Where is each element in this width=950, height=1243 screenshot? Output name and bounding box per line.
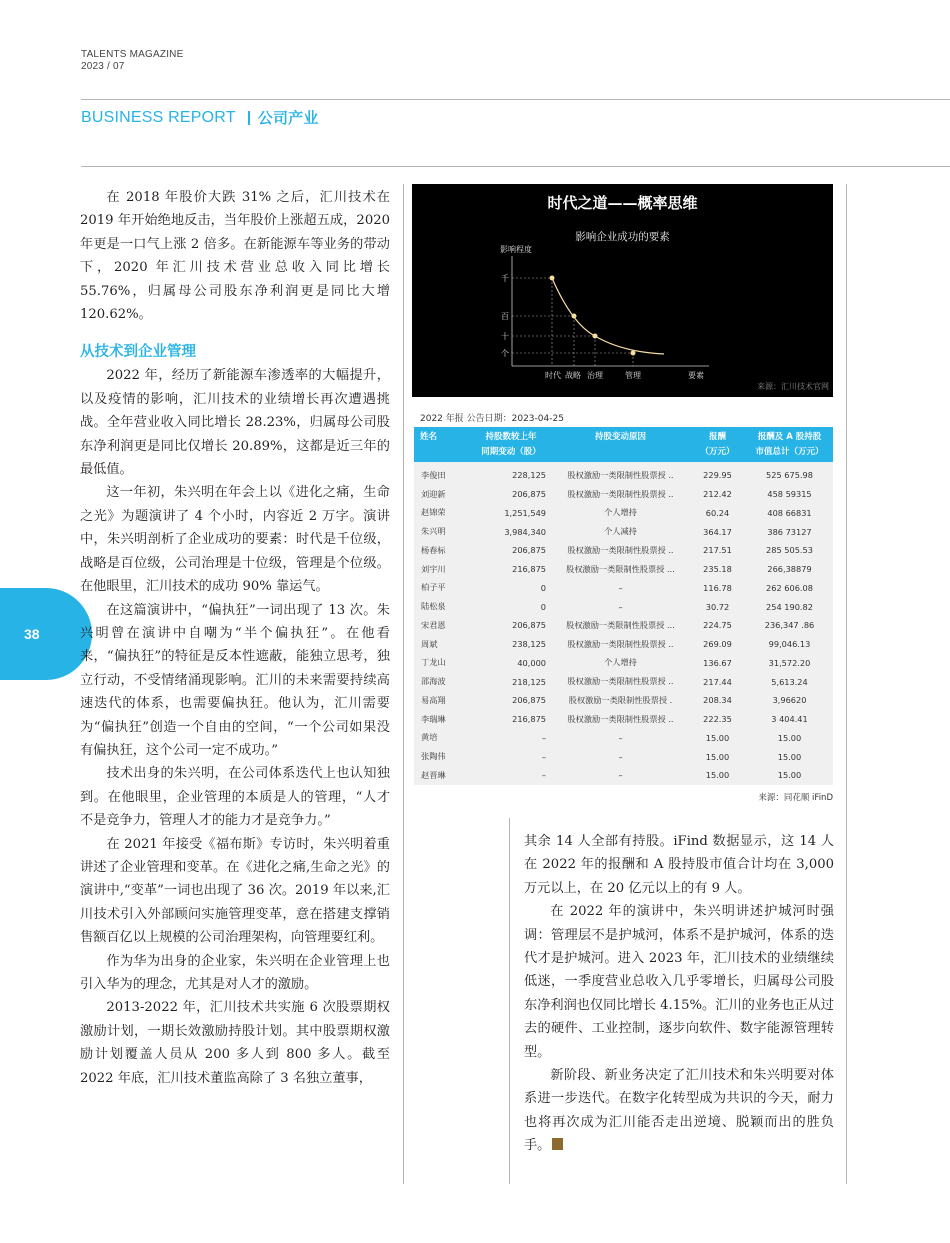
cell-reason: 个人减持: [604, 526, 637, 537]
paragraph: 在这篇演讲中，“偏执狂”一词出现了 13 次。朱兴明曾在演讲中自嘲为“半个偏执狂”。在他看来，“偏执狂”的特征是反本性遮蔽，能独立思考，独立行动，不受情绪涌现影响。汇川的未来需要持续高速迭代的体系，也需要偏执狂。他认为，汇川需要为“偏执狂”创造一个自由的空间，“一个公司如果没有偏执狂，这个公司一定不成功。”: [80, 602, 390, 758]
section-rule: [81, 166, 950, 167]
cell-change: 206,875: [512, 620, 546, 631]
cell-name: 邵海波: [421, 676, 446, 687]
cell-reason: 股权激励一类限制性股票授 ..: [567, 544, 674, 555]
cell-reason: 股权激励一类限制性股票授 ..: [567, 488, 674, 499]
cell-total: 3 404.41: [771, 714, 808, 725]
table-row: [414, 597, 833, 616]
cell-name: 丁龙山: [421, 657, 446, 668]
table-row: [414, 729, 833, 748]
x-tick: 时代: [545, 371, 561, 380]
cell-name: 刘宇川: [421, 563, 446, 574]
table-row: [414, 672, 833, 691]
cell-total: 458 59315: [767, 489, 812, 500]
cell-name: 陆松泉: [421, 601, 446, 612]
cell-pay: 60.24: [705, 507, 730, 518]
issue-date: 2023 / 07: [81, 61, 125, 72]
cell-reason: 股权激励一类限制性股票授 ..: [567, 469, 674, 480]
cell-change: 216,875: [512, 714, 546, 725]
cell-name: 柏子平: [421, 582, 446, 593]
figure-source: 来源：汇川技术官网: [757, 382, 829, 391]
cell-change: 206,875: [512, 545, 546, 556]
section-divider: [248, 111, 250, 125]
table-header: [414, 427, 833, 462]
cell-reason: –: [618, 770, 623, 781]
cell-reason: 股权激励一类限制性股票授 ..: [567, 676, 674, 687]
cell-reason: –: [618, 601, 623, 612]
magazine-name: TALENTS MAGAZINE: [81, 49, 184, 60]
cell-name: 赵晋琳: [421, 769, 446, 780]
header-name: 姓名: [420, 432, 438, 442]
table-row: [414, 616, 833, 635]
header-change: 持股数较上年 同期变动（股）: [481, 432, 541, 457]
column-divider-outer: [846, 184, 847, 1184]
cell-change: 238,125: [512, 639, 546, 650]
cell-pay: 222.35: [703, 714, 732, 725]
cell-pay: 116.78: [703, 582, 732, 593]
end-mark-icon: [552, 1138, 563, 1150]
cell-reason: –: [618, 582, 623, 593]
cell-change: –: [541, 732, 546, 743]
table-row: [414, 710, 833, 729]
cell-pay: 15.00: [705, 751, 730, 762]
cell-total: 408 66831: [767, 507, 812, 518]
cell-reason: –: [618, 732, 623, 743]
paragraph: 2013-2022 年，汇川技术共实施 6 次股票期权激励计划，一期长效激励持股计划。其中股票期权激励计划覆盖人员从 200 多人到 800 多人。截至 2022 年底，汇川技术董监高除了 3 名独立董事，: [80, 1000, 390, 1086]
cell-change: –: [541, 770, 546, 781]
cell-reason: 个人增持: [604, 657, 637, 668]
cell-pay: 217.51: [703, 545, 732, 556]
column-divider-right: [509, 818, 510, 1184]
cell-name: 周斌: [421, 638, 438, 649]
header-pay: 报酬 （万元）: [700, 432, 735, 457]
section-header: [81, 107, 319, 128]
cell-change: –: [541, 751, 546, 762]
header-rule: [81, 99, 950, 100]
paragraph: [524, 1064, 834, 1158]
section-title-en: BUSINESS REPORT: [81, 108, 236, 126]
table-source: 来源：同花顺 iFinD: [758, 793, 833, 803]
table-body: [414, 466, 833, 785]
cell-total: 15.00: [777, 751, 802, 762]
cell-change: 0: [540, 582, 546, 593]
table-row: [414, 522, 833, 541]
table-row: [414, 579, 833, 598]
cell-name: 杨春标: [421, 544, 446, 555]
cell-total: 15.00: [777, 732, 802, 743]
left-column: [80, 186, 390, 1090]
paragraph: 在 2018 年股价大跌 31% 之后，汇川技术在 2019 年开始绝地反击，当年股价上涨超五成，2020 年更是一口气上涨 2 倍多。在新能源车等业务的带动下，2020 年汇川技术营业总收入同比增长 55.76%，归属母公司股东净利润更是同比大增 120.62%。: [80, 190, 390, 323]
cell-reason: 股权激励一类限制性股票授 ...: [566, 563, 675, 574]
table-row: [414, 466, 833, 485]
curve-point: [572, 314, 577, 319]
y-tick: 千: [501, 274, 509, 283]
cell-change: 3,984,340: [504, 526, 546, 537]
masthead: [81, 49, 183, 73]
paragraph: 2022 年，经历了新能源车渗透率的大幅提升，以及疫情的影响，汇川技术的业绩增长再次遭遇挑战。全年营业收入同比增长 28.23%，归属母公司股东净利润更是同比仅增长 20.89%，这都是近三年的最低值。: [80, 368, 390, 478]
page-badge: [0, 588, 92, 680]
cell-name: 赵锦荣: [421, 507, 446, 518]
cell-reason: 股权激励一类限制性股票授 ..: [567, 713, 674, 724]
cell-total: 262 606.08: [766, 582, 813, 593]
cell-name: 李俊田: [421, 469, 446, 480]
cell-total: 254 190.82: [766, 601, 813, 612]
y-tick: 个: [501, 349, 509, 358]
section-title-cn: 公司产业: [257, 109, 319, 127]
cell-change: 228,125: [512, 470, 546, 481]
cell-total: 386 73127: [767, 526, 812, 537]
cell-reason: –: [618, 751, 623, 762]
cell-pay: 217.44: [703, 676, 732, 687]
paragraph: 在 2021 年接受《福布斯》专访时，朱兴明着重讲述了企业管理和变革。在《进化之痛,生命之光》的演讲中,“变革”一词也出现了 36 次。2019 年以来,汇川技术引入外部顾问实施管理变革，意在搭建支撑销售额百亿以上规模的公司治理架构，向管理要红利。: [80, 836, 390, 946]
paragraph: 作为华为出身的企业家，朱兴明在企业管理上也引入华为的理念，尤其是对人才的激励。: [80, 953, 390, 992]
cell-total: 99,046.13: [768, 639, 811, 650]
cell-total: 5,613.24: [771, 676, 808, 687]
table-row: [414, 766, 833, 785]
paragraph: 其余 14 人全部有持股。iFind 数据显示，这 14 人在 2022 年的报酬和 A 股持股市值合计均在 3,000 万元以上，在 20 亿元以上的有 9 人。: [524, 834, 834, 896]
cell-pay: 30.72: [705, 601, 730, 612]
cell-total: 285 505.53: [766, 545, 813, 556]
paragraph-text: 新阶段、新业务决定了汇川技术和朱兴明要对体系进一步迭代。在数字化转型成为共识的今天，耐力也将再次成为汇川能否走出逆境、脱颖而出的胜负手。: [524, 1068, 834, 1154]
cell-change: 218,125: [512, 676, 546, 687]
y-tick: 百: [501, 312, 509, 321]
shareholding-table: [414, 427, 833, 785]
figure-probability-thinking: [412, 184, 833, 397]
cell-name: 黄培: [421, 732, 438, 743]
cell-total: 266,38879: [767, 564, 812, 575]
table-row: [414, 485, 833, 504]
table-row: [414, 654, 833, 673]
curve-point: [593, 334, 598, 339]
cell-change: 206,875: [512, 489, 546, 500]
cell-pay: 229.95: [703, 470, 732, 481]
cell-pay: 224.75: [703, 620, 732, 631]
cell-pay: 235.18: [703, 564, 732, 575]
cell-pay: 136.67: [703, 657, 732, 668]
paragraph: 这一年初，朱兴明在年会上以《进化之痛，生命之光》为题演讲了 4 个小时，内容近 2 万字。演讲中，朱兴明剖析了企业成功的要素：时代是千位级，战略是百位级，公司治理是十位级，管理是个位级。在他眼里，汇川技术的成功 90% 靠运气。: [80, 485, 390, 595]
table-row: [414, 541, 833, 560]
cell-name: 李瑞琳: [421, 713, 446, 724]
cell-name: 刘迎新: [421, 488, 446, 499]
y-axis-label: 影响程度: [500, 245, 532, 254]
figure-subtitle: 影响企业成功的要素: [575, 231, 670, 243]
cell-pay: 269.09: [703, 639, 732, 650]
table-row: [414, 504, 833, 523]
cell-change: 206,875: [512, 695, 546, 706]
x-tick: 管理: [625, 371, 641, 380]
cell-change: 216,875: [512, 564, 546, 575]
x-tick: 战略: [565, 371, 581, 380]
cell-change: 0: [540, 601, 546, 612]
cell-reason: 股权激励一类限制性股票授 ...: [566, 619, 675, 630]
cell-change: 1,251,549: [504, 507, 546, 518]
cell-name: 朱兴明: [421, 526, 446, 537]
cell-total: 31,572.20: [768, 657, 811, 668]
cell-pay: 15.00: [705, 770, 730, 781]
paragraph: 技术出身的朱兴明，在公司体系迭代上也认知独到。在他眼里，企业管理的本质是人的管理，“人才不是竞争力，管理人才的能力才是竞争力。”: [80, 766, 390, 829]
x-tick: 治理: [587, 371, 603, 380]
cell-reason: 股权激励一类限制性股票授 .: [568, 694, 673, 705]
cell-reason: 个人增持: [604, 507, 637, 518]
right-column: [524, 830, 834, 1158]
table-row: [414, 691, 833, 710]
cell-pay: 15.00: [705, 732, 730, 743]
table-row: [414, 747, 833, 766]
cell-name: 张陶伟: [421, 751, 446, 762]
cell-pay: 208.34: [703, 695, 732, 706]
cell-reason: 股权激励一类限制性股票授 ..: [567, 638, 674, 649]
table-meta: 2022 年报 公告日期：2023-04-25: [420, 414, 564, 424]
cell-pay: 364.17: [703, 526, 732, 537]
cell-name: 宋君恩: [421, 619, 446, 630]
header-reason: 持股变动原因: [594, 432, 646, 442]
cell-total: 3,96620: [772, 695, 807, 706]
column-divider-left: [403, 184, 404, 1184]
table-row: [414, 635, 833, 654]
cell-total: 525 675.98: [766, 470, 813, 481]
paragraph: 在 2022 年的演讲中，朱兴明讲述护城河时强调：管理层不是护城河，体系不是护城河，体系的迭代才是护城河。进入 2023 年，汇川技术的业绩继续低迷，一季度营业总收入几乎零增长，归属母公司股东净利润也仅同比增长 4.15%。汇川的业务也正从过去的硬件、工业控制，逐步向软件、数字能源管理转型。: [524, 904, 834, 1060]
curve-point: [631, 351, 636, 356]
cell-change: 40,000: [517, 657, 546, 668]
x-tick: 要素: [688, 371, 704, 380]
subheading: 从技术到企业管理: [80, 344, 196, 361]
table-row: [414, 560, 833, 579]
cell-name: 易高翔: [421, 694, 446, 705]
figure-graphic: [412, 184, 833, 397]
figure-title: 时代之道——概率思维: [547, 194, 698, 212]
cell-total: 236,347 .86: [764, 620, 815, 631]
cell-total: 15.00: [777, 770, 802, 781]
cell-pay: 212.42: [703, 489, 732, 500]
header-total: 报酬及 A 股持股 市值总计（万元）: [755, 432, 824, 457]
y-tick: 十: [501, 332, 509, 341]
page-number: 38: [24, 626, 40, 642]
curve-point: [550, 276, 555, 281]
